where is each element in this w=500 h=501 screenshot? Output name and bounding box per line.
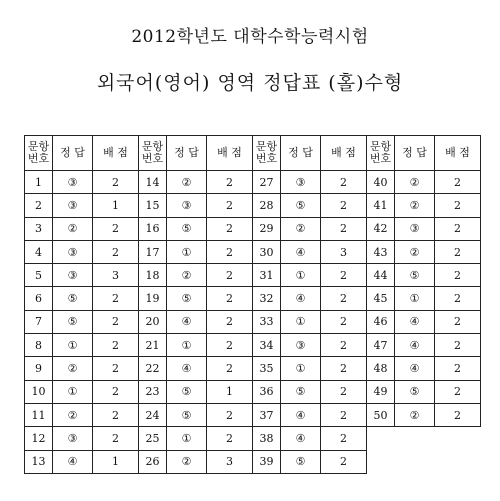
answer-cell: ⑤ — [167, 403, 207, 426]
answer-cell: ⑤ — [167, 287, 207, 310]
question-number-cell: 36 — [253, 380, 281, 403]
question-number-cell: 44 — [367, 264, 395, 287]
answer-cell: ② — [167, 450, 207, 473]
points-cell: 2 — [435, 357, 481, 380]
points-cell: 2 — [435, 264, 481, 287]
table-row — [25, 171, 481, 194]
question-number-cell: 18 — [139, 264, 167, 287]
answer-table — [24, 135, 481, 474]
points-cell: 2 — [93, 287, 139, 310]
header-answer: 정 답 — [53, 136, 93, 171]
question-number-cell: 16 — [139, 217, 167, 240]
points-cell: 2 — [321, 264, 367, 287]
answer-cell: ② — [395, 171, 435, 194]
answer-cell: ① — [395, 287, 435, 310]
question-number-cell: 34 — [253, 334, 281, 357]
header-answer: 정 답 — [167, 136, 207, 171]
answer-cell: ① — [53, 334, 93, 357]
points-cell: 2 — [435, 380, 481, 403]
header-answer: 정 답 — [395, 136, 435, 171]
question-number-cell: 42 — [367, 217, 395, 240]
question-number-cell: 29 — [253, 217, 281, 240]
question-number-cell: 6 — [25, 287, 53, 310]
question-number-cell: 43 — [367, 240, 395, 263]
points-cell: 3 — [321, 240, 367, 263]
answer-cell: ② — [53, 403, 93, 426]
question-number-cell: 38 — [253, 427, 281, 450]
answer-cell: ④ — [395, 357, 435, 380]
question-number-cell: 3 — [25, 217, 53, 240]
answer-cell: ③ — [281, 171, 321, 194]
answer-cell: ④ — [395, 310, 435, 333]
points-cell: 2 — [435, 310, 481, 333]
answer-cell: ③ — [53, 194, 93, 217]
answer-cell: ③ — [53, 240, 93, 263]
question-number-cell: 5 — [25, 264, 53, 287]
answer-cell: ② — [167, 264, 207, 287]
points-cell: 2 — [207, 264, 253, 287]
answer-cell: ⑤ — [395, 264, 435, 287]
header-answer: 정 답 — [281, 136, 321, 171]
table-row — [25, 287, 481, 310]
question-number-cell: 26 — [139, 450, 167, 473]
points-cell: 2 — [321, 310, 367, 333]
exam-title: 2012학년도 대학수학능력시험 — [131, 27, 369, 47]
question-number-cell: 7 — [25, 310, 53, 333]
question-number-cell: 8 — [25, 334, 53, 357]
points-cell: 2 — [93, 357, 139, 380]
question-number-cell: 27 — [253, 171, 281, 194]
points-cell: 1 — [93, 450, 139, 473]
question-number-cell: 2 — [25, 194, 53, 217]
answer-cell: ② — [53, 357, 93, 380]
table-row — [25, 450, 481, 473]
points-cell: 2 — [93, 240, 139, 263]
question-number-cell: 41 — [367, 194, 395, 217]
empty-cell — [367, 450, 395, 473]
points-cell: 2 — [207, 171, 253, 194]
question-number-cell: 1 — [25, 171, 53, 194]
points-cell: 2 — [93, 427, 139, 450]
header-points: 배 점 — [207, 136, 253, 171]
points-cell: 2 — [321, 217, 367, 240]
answer-cell: ① — [167, 240, 207, 263]
points-cell: 2 — [321, 194, 367, 217]
answer-cell: ③ — [53, 171, 93, 194]
table-row — [25, 380, 481, 403]
points-cell: 1 — [207, 380, 253, 403]
points-cell: 2 — [435, 217, 481, 240]
empty-cell — [395, 427, 435, 450]
answer-cell: ③ — [281, 334, 321, 357]
table-row — [25, 240, 481, 263]
points-cell: 3 — [207, 450, 253, 473]
points-cell: 2 — [435, 194, 481, 217]
answer-cell: ④ — [281, 403, 321, 426]
question-number-cell: 39 — [253, 450, 281, 473]
answer-key-subtitle: 외국어(영어) 영역 정답표 (홀)수형 — [96, 72, 404, 94]
answer-cell: ⑤ — [281, 194, 321, 217]
points-cell: 2 — [435, 240, 481, 263]
answer-cell: ① — [53, 380, 93, 403]
empty-cell — [367, 427, 395, 450]
empty-cell — [435, 450, 481, 473]
question-number-cell: 47 — [367, 334, 395, 357]
answer-cell: ⑤ — [53, 287, 93, 310]
answer-cell: ② — [395, 194, 435, 217]
question-number-cell: 37 — [253, 403, 281, 426]
header-points: 배 점 — [321, 136, 367, 171]
question-number-cell: 12 — [25, 427, 53, 450]
question-number-cell: 48 — [367, 357, 395, 380]
answer-cell: ② — [395, 240, 435, 263]
table-row — [25, 194, 481, 217]
answer-cell: ⑤ — [281, 380, 321, 403]
header-points: 배 점 — [435, 136, 481, 171]
points-cell: 2 — [207, 427, 253, 450]
empty-cell — [435, 427, 481, 450]
points-cell: 2 — [207, 287, 253, 310]
question-number-cell: 31 — [253, 264, 281, 287]
question-number-cell: 4 — [25, 240, 53, 263]
points-cell: 2 — [207, 194, 253, 217]
answer-cell: ④ — [281, 427, 321, 450]
answer-cell: ④ — [167, 357, 207, 380]
question-number-cell: 40 — [367, 171, 395, 194]
question-number-cell: 24 — [139, 403, 167, 426]
answer-cell: ⑤ — [167, 380, 207, 403]
question-number-cell: 9 — [25, 357, 53, 380]
answer-cell: ⑤ — [395, 380, 435, 403]
question-number-cell: 21 — [139, 334, 167, 357]
answer-cell: ④ — [53, 450, 93, 473]
question-number-cell: 25 — [139, 427, 167, 450]
points-cell: 2 — [321, 427, 367, 450]
answer-cell: ④ — [281, 287, 321, 310]
points-cell: 2 — [93, 171, 139, 194]
points-cell: 2 — [321, 287, 367, 310]
answer-cell: ① — [167, 427, 207, 450]
points-cell: 2 — [321, 403, 367, 426]
table-row — [25, 427, 481, 450]
answer-cell: ④ — [395, 334, 435, 357]
question-number-cell: 33 — [253, 310, 281, 333]
question-number-cell: 10 — [25, 380, 53, 403]
points-cell: 2 — [321, 171, 367, 194]
answer-cell: ② — [281, 217, 321, 240]
answer-cell: ① — [281, 310, 321, 333]
answer-cell: ③ — [395, 217, 435, 240]
answer-cell: ② — [53, 217, 93, 240]
question-number-cell: 15 — [139, 194, 167, 217]
points-cell: 2 — [435, 334, 481, 357]
answer-cell: ③ — [53, 264, 93, 287]
question-number-cell: 46 — [367, 310, 395, 333]
question-number-cell: 22 — [139, 357, 167, 380]
points-cell: 2 — [93, 217, 139, 240]
answer-table-body — [25, 136, 481, 474]
points-cell: 2 — [435, 403, 481, 426]
header-question-no: 문항 번호 — [139, 136, 167, 171]
answer-cell: ⑤ — [281, 450, 321, 473]
points-cell: 2 — [435, 287, 481, 310]
table-row — [25, 403, 481, 426]
points-cell: 2 — [207, 403, 253, 426]
question-number-cell: 17 — [139, 240, 167, 263]
answer-cell: ④ — [281, 240, 321, 263]
table-row — [25, 264, 481, 287]
question-number-cell: 13 — [25, 450, 53, 473]
question-number-cell: 11 — [25, 403, 53, 426]
table-row — [25, 217, 481, 240]
question-number-cell: 28 — [253, 194, 281, 217]
answer-cell: ③ — [53, 427, 93, 450]
question-number-cell: 14 — [139, 171, 167, 194]
question-number-cell: 35 — [253, 357, 281, 380]
points-cell: 2 — [321, 380, 367, 403]
question-number-cell: 30 — [253, 240, 281, 263]
question-number-cell: 45 — [367, 287, 395, 310]
answer-cell: ③ — [167, 194, 207, 217]
points-cell: 2 — [207, 334, 253, 357]
table-row — [25, 357, 481, 380]
answer-cell: ② — [167, 171, 207, 194]
answer-cell: ④ — [167, 310, 207, 333]
points-cell: 2 — [207, 310, 253, 333]
answer-cell: ① — [281, 357, 321, 380]
points-cell: 2 — [321, 334, 367, 357]
answer-cell: ⑤ — [53, 310, 93, 333]
question-number-cell: 50 — [367, 403, 395, 426]
points-cell: 2 — [93, 403, 139, 426]
header-question-no: 문항 번호 — [367, 136, 395, 171]
empty-cell — [395, 450, 435, 473]
points-cell: 2 — [321, 357, 367, 380]
points-cell: 2 — [93, 380, 139, 403]
question-number-cell: 20 — [139, 310, 167, 333]
points-cell: 2 — [207, 217, 253, 240]
header-row — [25, 136, 481, 171]
question-number-cell: 32 — [253, 287, 281, 310]
answer-cell: ⑤ — [167, 217, 207, 240]
question-number-cell: 49 — [367, 380, 395, 403]
header-question-no: 문항 번호 — [253, 136, 281, 171]
points-cell: 3 — [93, 264, 139, 287]
points-cell: 1 — [93, 194, 139, 217]
header-question-no: 문항 번호 — [25, 136, 53, 171]
answer-cell: ② — [395, 403, 435, 426]
points-cell: 2 — [321, 450, 367, 473]
header-points: 배 점 — [93, 136, 139, 171]
points-cell: 2 — [207, 357, 253, 380]
table-row — [25, 334, 481, 357]
points-cell: 2 — [435, 171, 481, 194]
question-number-cell: 23 — [139, 380, 167, 403]
points-cell: 2 — [93, 310, 139, 333]
points-cell: 2 — [207, 240, 253, 263]
answer-cell: ① — [281, 264, 321, 287]
points-cell: 2 — [93, 334, 139, 357]
table-row — [25, 310, 481, 333]
question-number-cell: 19 — [139, 287, 167, 310]
answer-cell: ① — [167, 334, 207, 357]
